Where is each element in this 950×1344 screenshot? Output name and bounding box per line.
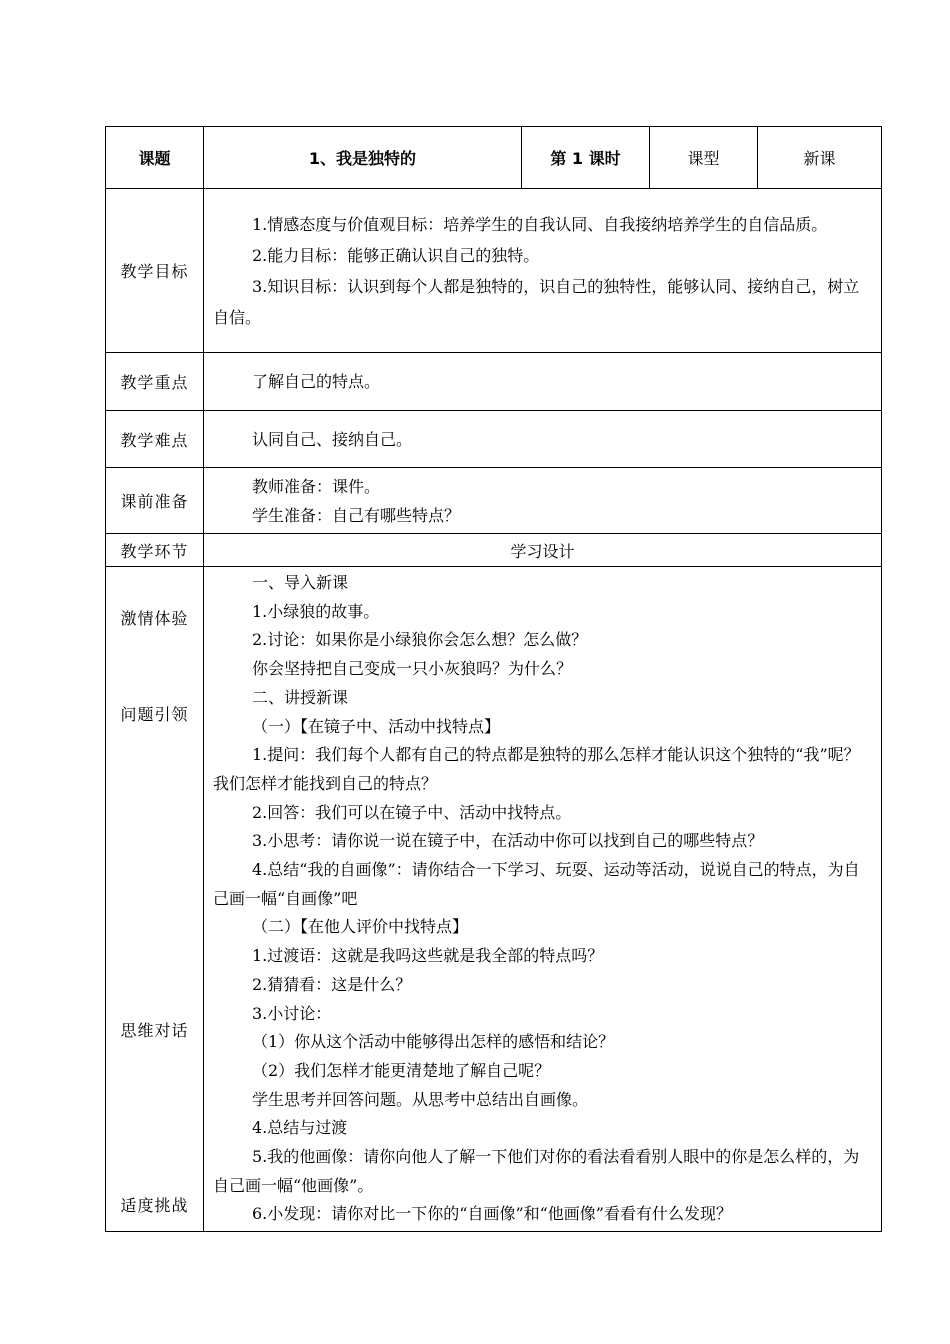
design-line: （二）【在他人评价中找特点】 <box>252 917 469 937</box>
key-point-text: 了解自己的特点。 <box>252 372 381 391</box>
stage-label: 激情体验 <box>120 609 189 628</box>
objective-item: 2.能力目标：能够正确认识自己的独特。 <box>252 245 540 265</box>
lesson-title: 1、我是独特的 <box>204 127 522 189</box>
design-row <box>106 567 882 1232</box>
design-line: （一）【在镜子中、活动中找特点】 <box>252 716 501 736</box>
preparation-item: 教师准备：课件。 <box>252 476 381 496</box>
design-line: 你会坚持把自己变成一只小灰狼吗？为什么？ <box>252 659 573 679</box>
stage-label: 思维对话 <box>120 1021 189 1040</box>
design-line: 4.总结与过渡 <box>252 1118 348 1138</box>
stage-label: 问题引领 <box>120 705 189 724</box>
subject-label: 课题 <box>106 127 204 189</box>
design-line: 二、讲授新课 <box>252 687 349 707</box>
design-line: （2）我们怎样才能更清楚地了解自己呢？ <box>252 1060 551 1080</box>
difficulty-content <box>204 411 882 468</box>
design-line: 1.提问：我们每个人都有自己的特点都是独特的那么怎样才能认识这个独特的“我”呢？我们怎样才能找到自己的特点？ <box>213 745 860 793</box>
difficulty-text: 认同自己、接纳自己。 <box>252 429 413 449</box>
design-line: 6.小发现：请你对比一下你的“自画像”和“他画像”看看有什么发现？ <box>252 1204 732 1224</box>
preparation-content <box>204 468 882 534</box>
key-point-label: 教学重点 <box>106 353 204 411</box>
design-content <box>204 567 882 1232</box>
difficulty-label: 教学难点 <box>106 411 204 468</box>
design-line: 2.猜猜看：这是什么？ <box>252 974 412 994</box>
header-row <box>106 127 882 189</box>
design-line: 5.我的他画像：请你向他人了解一下他们对你的看法看看别人眼中的你是怎么样的，为自己画一幅“他画像”。 <box>213 1147 860 1195</box>
design-line: 学生思考并回答问题。从思考中总结出自画像。 <box>252 1089 589 1109</box>
lesson-type-label: 课型 <box>650 127 758 189</box>
key-point-content <box>204 353 882 411</box>
key-point-row <box>106 353 882 411</box>
objective-item: 3.知识目标：认识到每个人都是独特的，识自己的独特性，能够认同、接纳自己，树立自信。 <box>213 276 860 327</box>
objectives-row <box>106 189 882 353</box>
lesson-plan-table <box>105 126 882 1232</box>
design-line: 4.总结“我的自画像”：请你结合一下学习、玩耍、运动等活动，说说自己的特点，为自己画一幅“自画像”吧 <box>213 860 860 908</box>
design-line: （1）你从这个活动中能够得出怎样的感悟和结论？ <box>252 1032 615 1052</box>
preparation-label: 课前准备 <box>106 468 204 534</box>
objectives-label: 教学目标 <box>106 189 204 353</box>
difficulty-row <box>106 411 882 468</box>
stages-column <box>106 567 204 1232</box>
design-line: 2.回答：我们可以在镜子中、活动中找特点。 <box>252 802 572 822</box>
period-label: 第 1 课时 <box>522 127 650 189</box>
objectives-content <box>204 189 882 353</box>
design-line: 1.小绿狼的故事。 <box>252 601 380 621</box>
objective-item: 1.情感态度与价值观目标：培养学生的自我认同、自我接纳培养学生的自信品质。 <box>252 214 828 234</box>
design-line: 3.小思考：请你说一说在镜子中，在活动中你可以找到自己的哪些特点？ <box>252 831 764 851</box>
preparation-item: 学生准备：自己有哪些特点？ <box>252 505 461 525</box>
design-line: 1.过渡语：这就是我吗这些就是我全部的特点吗？ <box>252 946 604 966</box>
design-line: 一、导入新课 <box>252 573 349 592</box>
design-line: 3.小讨论： <box>252 1003 332 1023</box>
design-line: 2.讨论：如果你是小绿狼你会怎么想？怎么做？ <box>252 630 588 650</box>
process-header-row <box>106 534 882 567</box>
design-label: 学习设计 <box>204 534 882 567</box>
stage-label: 适度挑战 <box>120 1196 189 1215</box>
preparation-row <box>106 468 882 534</box>
process-label: 教学环节 <box>106 534 204 567</box>
lesson-type-value: 新课 <box>758 127 882 189</box>
